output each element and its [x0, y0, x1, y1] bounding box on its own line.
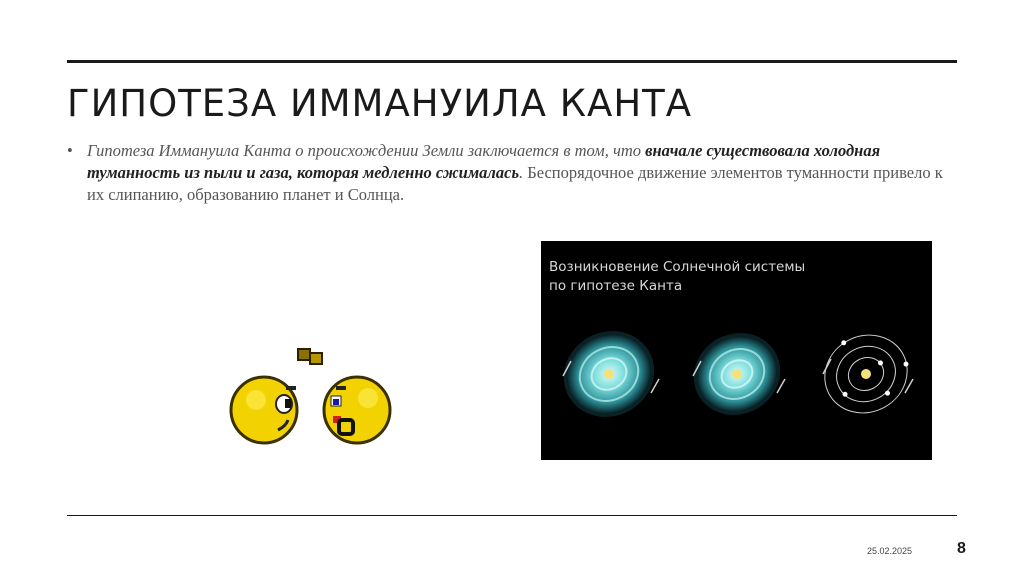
- rotation-arrow-icon: [823, 359, 831, 374]
- paragraph-sep: .: [519, 163, 528, 182]
- solar-system-stage-3-icon: [810, 318, 921, 427]
- nebula-stage-1-icon: [549, 315, 670, 432]
- paragraph-intro: Гипотеза Иммануила Канта о происхождении Земли заключается в том, что: [87, 141, 646, 160]
- bumping-smileys-image: [228, 340, 408, 450]
- bullet-symbol: •: [67, 141, 73, 160]
- nebula-stages-illustration: [541, 241, 932, 460]
- debris-icon: [298, 349, 322, 364]
- list-item: [67, 140, 957, 206]
- panel-caption-line1: Возникновение Солнечной системы: [549, 259, 806, 275]
- slide-title: ГИПОТЕЗА ИММАНУИЛА КАНТА: [67, 82, 693, 125]
- footer-date: 25.02.2025: [867, 546, 913, 556]
- page-number: 8: [957, 540, 966, 557]
- paragraph-rest: Беспорядочное движение элементов туманности привело к их слипанию, образованию планет и Солнца.: [87, 163, 943, 204]
- nebula-stage-2-icon: [679, 318, 794, 430]
- bullet-list: [67, 140, 957, 206]
- paragraph-bold: вначале существовала холодная туманность из пыли и газа, которая медленно сжималась: [87, 141, 881, 182]
- panel-caption-line2: по гипотезе Канта: [549, 278, 683, 294]
- smileys-illustration: [228, 340, 408, 450]
- solar-system-image: [541, 241, 932, 460]
- bottom-rule: [67, 515, 957, 516]
- right-smiley-icon: [324, 377, 390, 443]
- top-rule: [67, 60, 957, 63]
- left-smiley-icon: [231, 377, 297, 443]
- bullet-paragraph: [87, 140, 957, 206]
